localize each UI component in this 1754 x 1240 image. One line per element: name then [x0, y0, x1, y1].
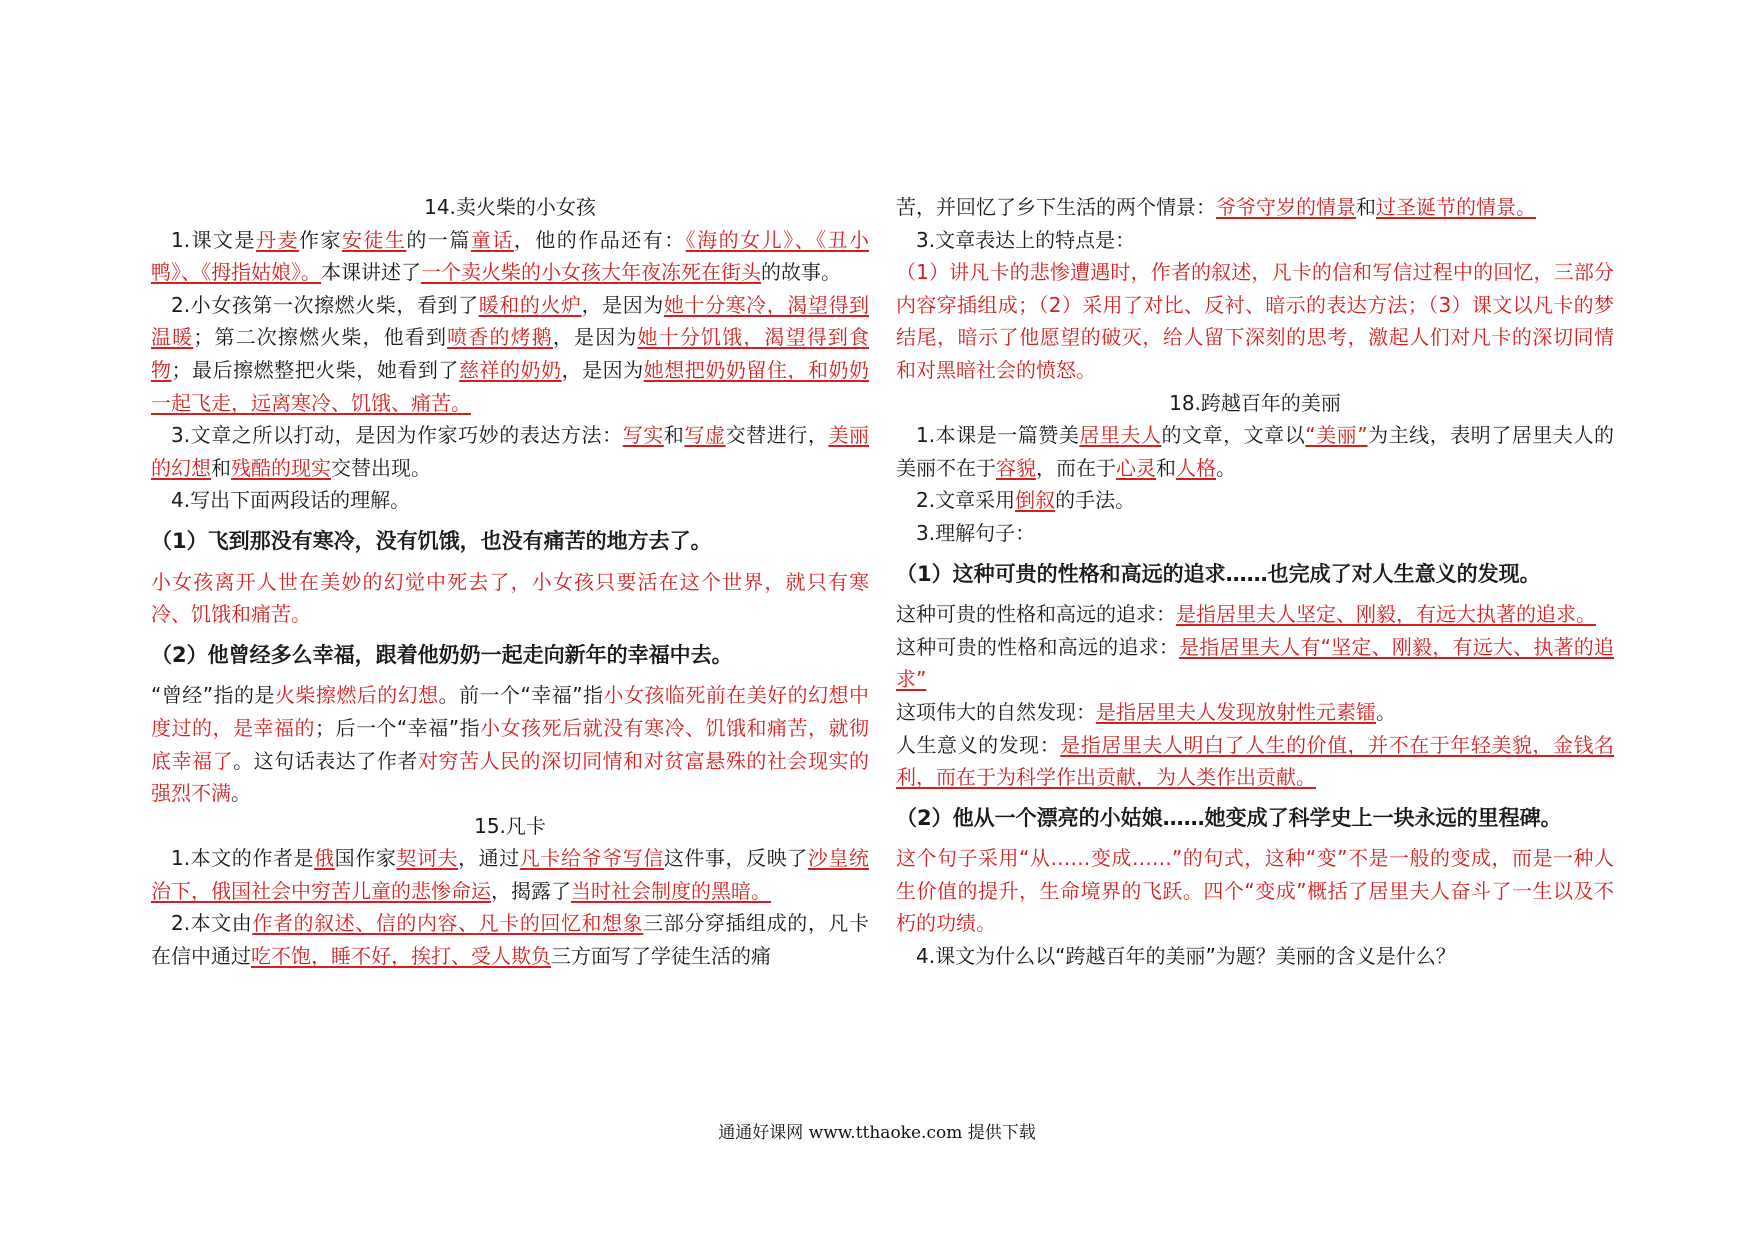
footer-credit: 通通好课网 www.tthaoke.com 提供下载: [718, 1123, 1036, 1143]
answer: 《海的女儿》、《丑小鸭》、《拇指姑娘》。: [151, 227, 870, 285]
answer: 俄: [314, 846, 335, 871]
text: 和: [211, 455, 231, 480]
text: 这种可贵的性格和高远的追求：: [896, 634, 1180, 659]
answer: 一个卖火柴的小女孩大年夜冻死在街头: [421, 260, 761, 285]
lesson-15-item-2-cont: [896, 191, 1614, 224]
answer: 容貌: [996, 455, 1036, 480]
text: 国作家: [334, 846, 397, 871]
text: ；第二次擦燃火柴，他看到: [193, 325, 448, 350]
answer: 写实: [622, 423, 664, 448]
text: ；后一个“幸福”指: [314, 715, 481, 740]
lesson-14-item-1: [151, 224, 869, 289]
text: 2.文章采用: [916, 488, 1016, 513]
answer: 火柴擦燃后的幻想: [274, 683, 439, 708]
answer: 倒叙: [1015, 488, 1056, 513]
explanation-line-2: [896, 631, 1614, 696]
text: 。: [1376, 699, 1396, 724]
answer: 是指居里夫人坚定、刚毅，有远大执著的追求。: [1176, 602, 1596, 627]
text: ；最后擦燃整把火柴，她看到了: [171, 357, 459, 382]
left-column: [151, 191, 869, 973]
lesson-15-item-2: [151, 907, 869, 972]
text: “曾经”指的是: [151, 683, 275, 708]
text: 和: [663, 423, 685, 448]
answer: 小女孩死后就没有寒冷、饥饿和痛苦，就彻底幸福了: [151, 715, 870, 773]
answer: “美丽”: [1305, 423, 1368, 448]
text: 人生意义的发现：: [896, 732, 1061, 757]
text: ，是因为: [581, 292, 664, 317]
answer: 心灵: [1116, 455, 1156, 480]
text: 的手法。: [1055, 488, 1136, 513]
text: ，他的作品还有：: [513, 227, 686, 252]
text: 本课讲述了: [321, 260, 421, 285]
lesson-18-title: 18.跨越百年的美丽: [1169, 390, 1341, 415]
answer: 她想把奶奶留住，和奶奶一起飞走，远离寒冷、饥饿、痛苦。: [151, 357, 870, 415]
lesson-18-item-4: 4.课文为什么以“跨越百年的美丽”为题？美丽的含义是什么？: [916, 944, 1456, 969]
answer: 美丽的幻想: [151, 423, 870, 480]
answer: 她十分寒冷，渴望得到温暖: [151, 292, 870, 350]
text: 的一篇: [406, 227, 471, 252]
text: 三方面写了学徒生活的痛: [551, 944, 771, 969]
answer: 是指居里夫人明白了人生的价值，并不在于年轻美貌，金钱名利，而在于为科学作出贡献，为人类作出贡献。: [896, 732, 1615, 790]
text: 和: [1356, 195, 1376, 219]
text: 交替出现。: [331, 455, 431, 480]
answer: 爷爷守岁的情景: [1216, 195, 1356, 219]
explanation-line-4: [896, 729, 1614, 794]
lesson-14-item-4: 4.写出下面两段话的理解。: [171, 488, 411, 513]
explanation-line-1: [896, 598, 1614, 631]
answer: 对穷苦人民的深切同情和对贫富悬殊的社会现实的强烈不满: [151, 748, 870, 806]
answer-2: 这个句子采用“从……变成……”的句式，这种“变”不是一般的变成，而是一种人生价值的提升，生命境界的飞跃。四个“变成”概括了居里夫人奋斗了一生以及不朽的功绩。: [896, 846, 1614, 936]
answer-2: [151, 679, 869, 809]
answer: 过圣诞节的情景。: [1376, 195, 1536, 219]
answer: 是指居里夫人发现放射性元素镭: [1096, 699, 1376, 724]
answer: 契诃夫: [396, 846, 459, 871]
text: 。: [1216, 455, 1236, 480]
answer: 居里夫人: [1079, 423, 1162, 448]
text: 苦，并回忆了乡下生活的两个情景：: [896, 195, 1216, 219]
lesson-14-item-2: [151, 289, 869, 419]
lesson-15-item-1: [151, 842, 869, 907]
text: 3.文章之所以打动，是因为作家巧妙的表达方法：: [171, 423, 623, 448]
text: 的文章，文章以: [1161, 423, 1306, 448]
lesson-15-item-3: 3.文章表达上的特点是：: [916, 227, 1136, 252]
text: ，是因为: [552, 325, 638, 350]
answer: 沙皇统治下，俄国社会中穷苦儿童的悲惨命运: [151, 846, 870, 903]
question-2: （2）他从一个漂亮的小姑娘……她变成了科学史上一块永远的里程碑。: [896, 805, 1562, 830]
answer: 慈祥的奶奶: [458, 357, 562, 382]
lesson-18-item-2: [896, 484, 1614, 517]
text: ，是因为: [561, 357, 644, 382]
text: 这项伟大的自然发现：: [896, 699, 1096, 724]
lesson-15-title: 15.凡卡: [474, 813, 546, 838]
explanation-line-3: [896, 696, 1614, 729]
text: 1.课文是: [171, 227, 257, 252]
question-1: （1）飞到那没有寒冷，没有饥饿，也没有痛苦的地方去了。: [151, 528, 712, 553]
text: 。前一个“幸福”指: [438, 683, 604, 708]
text: 交替进行，: [725, 423, 829, 448]
answer: 暖和的火炉: [478, 292, 582, 317]
answer: 作者的叙述、信的内容、凡卡的回忆和想象: [252, 911, 644, 936]
answer: 童话: [470, 227, 514, 252]
text: 作家: [298, 227, 342, 252]
lesson-18-item-1: [896, 419, 1614, 484]
lesson-18-item-3: 3.理解句子：: [916, 520, 1036, 545]
answer: 丹麦: [256, 227, 299, 252]
lesson-14-title: 14.卖火柴的小女孩: [424, 195, 596, 219]
text: ，通过: [458, 846, 520, 871]
answer: 人格: [1176, 455, 1216, 480]
text: 为主线，表明了居里夫人的美丽不在于: [896, 423, 1614, 480]
text: 三部分穿插组成的，凡卡在信中通过: [151, 911, 869, 969]
lesson-15-item-3-answer: （1）讲凡卡的悲惨遭遇时，作者的叙述，凡卡的信和写信过程中的回忆，三部分内容穿插组成；（2）采用了对比、反衬、暗示的表达方法；（3）课文以凡卡的梦结尾，暗示了他愿望的破灭，给人留下深刻的思考，激起人们对凡卡的深切同情和对黑暗社会的愤怒。: [896, 260, 1614, 382]
text: 2.小女孩第一次擦燃火柴，看到了: [171, 292, 479, 317]
question-1: （1）这种可贵的性格和高远的追求……也完成了对人生意义的发现。: [896, 561, 1541, 586]
answer: 当时社会制度的黑暗。: [571, 878, 771, 903]
right-column: [896, 191, 1614, 973]
question-2: （2）他曾经多么幸福，跟着他奶奶一起走向新年的幸福中去。: [151, 642, 733, 667]
answer: 凡卡给爷爷写信: [519, 846, 664, 871]
text: 1.本课是一篇赞美: [916, 423, 1080, 448]
answer: 安徒生: [341, 227, 407, 252]
text: 这件事，反映了: [663, 846, 808, 871]
text: 1.本文的作者是: [171, 846, 315, 871]
answer: 小女孩临死前在美好的幻想中度过的，是幸福的: [151, 683, 869, 740]
answer: 吃不饱，睡不好，挨打、受人欺负: [251, 944, 551, 969]
answer-1: 小女孩离开人世在美妙的幻觉中死去了，小女孩只要活在这个世界，就只有寒冷、饥饿和痛苦。: [151, 569, 869, 627]
text: 。: [231, 781, 251, 806]
answer: 是指居里夫人有“坚定、刚毅，有远大、执著的追求”: [896, 634, 1614, 692]
text: 。这句话表达了作者: [233, 748, 418, 773]
answer: 写虚: [684, 423, 726, 448]
text: 2.本文由: [171, 911, 253, 936]
text: 的故事。: [761, 260, 841, 285]
answer: 她十分饥饿，渴望得到食物: [151, 325, 870, 382]
answer: 残酷的现实: [231, 455, 331, 480]
answer: 喷香的烤鹅: [447, 325, 553, 350]
text: ，而在于: [1036, 455, 1116, 480]
text: 这种可贵的性格和高远的追求：: [896, 602, 1176, 627]
lesson-14-item-3: [151, 419, 869, 484]
text: ，揭露了: [491, 878, 571, 903]
text: 和: [1156, 455, 1176, 480]
